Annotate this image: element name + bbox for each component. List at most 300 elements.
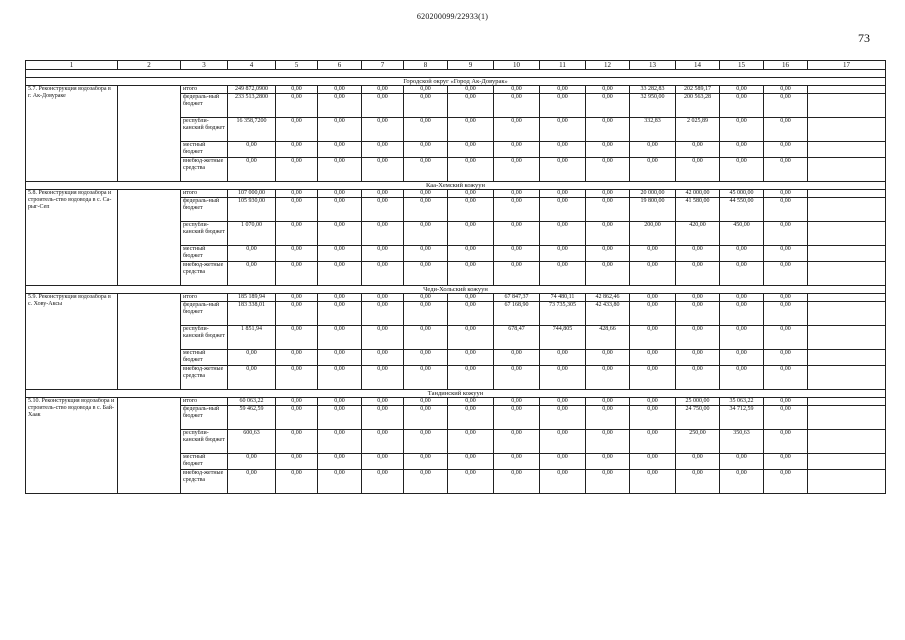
value-cell: 0,00 [448,302,494,326]
value-cell: 41 580,00 [676,198,720,222]
value-cell: 0,00 [494,350,540,366]
value-cell: 0,00 [586,198,630,222]
value-cell: 0,00 [276,302,318,326]
value-cell: 0,00 [676,302,720,326]
value-cell: 33 282,83 [630,86,676,94]
value-cell: 0,00 [228,246,276,262]
value-cell: 183 338,01 [228,302,276,326]
value-cell: 250,00 [676,430,720,454]
value-cell: 0,00 [494,86,540,94]
value-cell: 0,00 [318,470,362,494]
project-name: 5.8. Реконструкция водозабора и строитель-ство водовода в с. Са-рыг-Сеп [26,190,118,286]
empty-cell [808,142,886,158]
value-cell: 0,00 [362,222,404,246]
value-cell: 0,00 [676,158,720,182]
value-cell: 0,00 [448,454,494,470]
value-cell: 0,00 [720,350,764,366]
value-cell: 2 025,89 [676,118,720,142]
column-number: 8 [404,61,448,70]
value-cell: 0,00 [318,94,362,118]
funding-source: итого [181,294,228,302]
value-cell: 200,00 [630,222,676,246]
value-cell: 0,00 [586,454,630,470]
value-cell: 0,00 [586,350,630,366]
value-cell: 0,00 [362,246,404,262]
value-cell: 0,00 [448,118,494,142]
project-name: 5.9. Реконструкция водозабора в с. Хову-Аксы [26,294,118,390]
value-cell: 0,00 [318,158,362,182]
value-cell: 0,00 [764,454,808,470]
value-cell: 0,00 [276,454,318,470]
value-cell: 332,83 [630,118,676,142]
value-cell: 0,00 [362,86,404,94]
value-cell: 0,00 [540,398,586,406]
value-cell: 0,00 [404,94,448,118]
value-cell: 35 063,22 [720,398,764,406]
value-cell: 0,00 [630,366,676,390]
value-cell: 0,00 [276,294,318,302]
value-cell: 0,00 [586,406,630,430]
value-cell: 0,00 [720,158,764,182]
column-number: 17 [808,61,886,70]
funding-source: федераль-ный бюджет [181,302,228,326]
value-cell: 0,00 [404,222,448,246]
funding-source: итого [181,190,228,198]
column-number: 4 [228,61,276,70]
value-cell: 0,00 [276,326,318,350]
column-number: 3 [181,61,228,70]
value-cell: 0,00 [586,190,630,198]
value-cell: 0,00 [318,430,362,454]
funding-source: республи-канский бюджет [181,118,228,142]
value-cell: 0,00 [448,406,494,430]
value-cell: 0,00 [586,430,630,454]
page-number: 73 [858,31,870,45]
value-cell: 32 950,00 [630,94,676,118]
value-cell: 0,00 [586,398,630,406]
value-cell: 0,00 [676,294,720,302]
value-cell: 0,00 [362,406,404,430]
value-cell: 0,00 [404,366,448,390]
value-cell: 0,00 [540,246,586,262]
value-cell: 0,00 [228,470,276,494]
value-cell: 74 480,11 [540,294,586,302]
value-cell: 0,00 [448,142,494,158]
value-cell: 0,00 [276,190,318,198]
value-cell: 0,00 [764,430,808,454]
value-cell: 60 063,22 [228,398,276,406]
value-cell: 25 000,00 [676,398,720,406]
value-cell: 0,00 [276,350,318,366]
value-cell: 0,00 [404,190,448,198]
value-cell: 0,00 [228,350,276,366]
empty-cell [808,262,886,286]
value-cell: 0,00 [448,470,494,494]
value-cell: 0,00 [404,470,448,494]
value-cell: 0,00 [540,366,586,390]
spacer-cell [26,70,886,78]
value-cell: 420,00 [676,222,720,246]
value-cell: 0,00 [494,94,540,118]
table-row [26,294,886,302]
value-cell: 0,00 [318,454,362,470]
column-number: 9 [448,61,494,70]
funding-source: федераль-ный бюджет [181,406,228,430]
value-cell: 67 847,37 [494,294,540,302]
empty-cell [808,398,886,406]
value-cell: 0,00 [676,470,720,494]
value-cell: 0,00 [228,142,276,158]
value-cell: 233 513,2800 [228,94,276,118]
value-cell: 0,00 [540,158,586,182]
region-row [26,390,886,398]
value-cell: 0,00 [362,198,404,222]
value-cell: 0,00 [586,86,630,94]
value-cell: 0,00 [318,406,362,430]
empty-cell [808,326,886,350]
value-cell: 0,00 [276,366,318,390]
value-cell: 0,00 [764,94,808,118]
value-cell: 0,00 [276,246,318,262]
value-cell: 0,00 [764,222,808,246]
empty-cell [118,398,181,494]
column-number: 11 [540,61,586,70]
value-cell: 0,00 [448,262,494,286]
value-cell: 0,00 [720,118,764,142]
value-cell: 0,00 [362,158,404,182]
region-row [26,182,886,190]
value-cell: 0,00 [318,326,362,350]
value-cell: 0,00 [630,262,676,286]
value-cell: 0,00 [630,294,676,302]
value-cell: 0,00 [362,454,404,470]
value-cell: 42 862,46 [586,294,630,302]
empty-cell [808,118,886,142]
value-cell: 0,00 [764,294,808,302]
value-cell: 0,00 [448,326,494,350]
value-cell: 0,00 [448,222,494,246]
spacer-row [26,70,886,78]
value-cell: 0,00 [540,430,586,454]
value-cell: 59 462,59 [228,406,276,430]
value-cell: 0,00 [540,350,586,366]
value-cell: 600,63 [228,430,276,454]
value-cell: 0,00 [586,118,630,142]
value-cell: 0,00 [276,470,318,494]
column-number: 2 [118,61,181,70]
value-cell: 0,00 [494,454,540,470]
value-cell: 0,00 [228,158,276,182]
value-cell: 0,00 [276,430,318,454]
value-cell: 0,00 [494,262,540,286]
empty-cell [808,470,886,494]
value-cell: 0,00 [318,262,362,286]
value-cell: 0,00 [404,198,448,222]
empty-cell [808,246,886,262]
empty-cell [808,406,886,430]
empty-cell [808,86,886,94]
value-cell: 0,00 [540,454,586,470]
document-id: 620200099/22933(1) [416,12,489,21]
value-cell: 0,00 [764,142,808,158]
value-cell: 0,00 [630,406,676,430]
table-row [26,86,886,94]
value-cell: 0,00 [630,158,676,182]
funding-source: республи-канский бюджет [181,222,228,246]
value-cell: 428,66 [586,326,630,350]
value-cell: 450,00 [720,222,764,246]
column-number: 6 [318,61,362,70]
value-cell: 0,00 [630,246,676,262]
value-cell: 0,00 [764,398,808,406]
funding-source: местный бюджет [181,350,228,366]
value-cell: 0,00 [318,222,362,246]
value-cell: 350,63 [720,430,764,454]
value-cell: 0,00 [276,94,318,118]
value-cell: 0,00 [362,470,404,494]
value-cell: 0,00 [764,262,808,286]
value-cell: 0,00 [720,366,764,390]
region-row [26,286,886,294]
value-cell: 0,00 [720,326,764,350]
value-cell: 0,00 [764,470,808,494]
value-cell: 0,00 [362,366,404,390]
funding-source: внебюд-жетные средства [181,158,228,182]
empty-cell [808,350,886,366]
value-cell: 0,00 [404,350,448,366]
value-cell: 0,00 [404,118,448,142]
empty-cell [808,158,886,182]
value-cell: 67 168,90 [494,302,540,326]
value-cell: 0,00 [318,366,362,390]
value-cell: 0,00 [318,350,362,366]
value-cell: 0,00 [586,262,630,286]
funding-source: республи-канский бюджет [181,326,228,350]
column-number: 15 [720,61,764,70]
value-cell: 0,00 [540,190,586,198]
value-cell: 0,00 [540,222,586,246]
value-cell: 42 433,80 [586,302,630,326]
funding-source: федераль-ный бюджет [181,94,228,118]
value-cell: 0,00 [676,142,720,158]
value-cell: 0,00 [494,398,540,406]
column-number: 10 [494,61,540,70]
value-cell: 0,00 [720,302,764,326]
value-cell: 0,00 [318,246,362,262]
value-cell: 249 872,0900 [228,86,276,94]
column-number: 14 [676,61,720,70]
value-cell: 0,00 [764,118,808,142]
value-cell: 19 800,00 [630,198,676,222]
value-cell: 0,00 [448,350,494,366]
value-cell: 0,00 [276,86,318,94]
value-cell: 0,00 [448,86,494,94]
funding-source: внебюд-жетные средства [181,470,228,494]
value-cell: 0,00 [448,158,494,182]
value-cell: 0,00 [404,326,448,350]
value-cell: 202 589,17 [676,86,720,94]
value-cell: 0,00 [630,350,676,366]
value-cell: 200 563,28 [676,94,720,118]
value-cell: 0,00 [404,158,448,182]
value-cell: 0,00 [448,398,494,406]
value-cell: 34 712,59 [720,406,764,430]
value-cell: 16 358,7200 [228,118,276,142]
value-cell: 0,00 [448,94,494,118]
value-cell: 0,00 [720,94,764,118]
value-cell: 0,00 [404,302,448,326]
value-cell: 0,00 [494,158,540,182]
value-cell: 0,00 [276,198,318,222]
funding-source: республи-канский бюджет [181,430,228,454]
value-cell: 0,00 [362,430,404,454]
value-cell: 1 070,00 [228,222,276,246]
value-cell: 0,00 [362,142,404,158]
value-cell: 0,00 [362,398,404,406]
value-cell: 0,00 [540,86,586,94]
region-title: Чеди-Хольский кожуун [26,286,886,294]
value-cell: 0,00 [676,454,720,470]
region-title: Тандинский кожуун [26,390,886,398]
value-cell: 0,00 [720,454,764,470]
value-cell: 0,00 [720,142,764,158]
value-cell: 0,00 [540,94,586,118]
value-cell: 0,00 [764,190,808,198]
value-cell: 0,00 [276,158,318,182]
empty-cell [808,454,886,470]
value-cell: 0,00 [494,118,540,142]
project-name: 5.7. Реконструкция водозабора в г. Ак-Довураке [26,86,118,182]
value-cell: 0,00 [404,406,448,430]
value-cell: 0,00 [318,190,362,198]
value-cell: 0,00 [318,198,362,222]
value-cell: 0,00 [318,398,362,406]
value-cell: 0,00 [494,406,540,430]
value-cell: 0,00 [276,222,318,246]
empty-cell [808,294,886,302]
value-cell: 0,00 [494,142,540,158]
value-cell: 0,00 [448,246,494,262]
value-cell: 0,00 [448,294,494,302]
value-cell: 0,00 [404,294,448,302]
value-cell: 24 750,00 [676,406,720,430]
column-number: 13 [630,61,676,70]
value-cell: 0,00 [404,430,448,454]
value-cell: 0,00 [494,430,540,454]
value-cell: 0,00 [764,406,808,430]
value-cell: 0,00 [586,222,630,246]
value-cell: 0,00 [362,94,404,118]
value-cell: 0,00 [494,190,540,198]
value-cell: 0,00 [630,454,676,470]
value-cell: 0,00 [630,470,676,494]
value-cell: 0,00 [276,142,318,158]
empty-cell [808,366,886,390]
column-number: 12 [586,61,630,70]
value-cell: 0,00 [676,262,720,286]
value-cell: 0,00 [362,326,404,350]
value-cell: 0,00 [720,262,764,286]
value-cell: 0,00 [720,294,764,302]
value-cell: 0,00 [540,198,586,222]
value-cell: 0,00 [764,302,808,326]
empty-cell [808,198,886,222]
value-cell: 0,00 [276,118,318,142]
empty-cell [808,302,886,326]
value-cell: 0,00 [586,366,630,390]
table-row [26,398,886,406]
value-cell: 0,00 [494,470,540,494]
value-cell: 185 189,94 [228,294,276,302]
value-cell: 0,00 [764,198,808,222]
value-cell: 0,00 [630,430,676,454]
value-cell: 0,00 [318,86,362,94]
value-cell: 0,00 [228,454,276,470]
value-cell: 105 930,00 [228,198,276,222]
value-cell: 0,00 [676,326,720,350]
value-cell: 0,00 [720,86,764,94]
value-cell: 0,00 [630,142,676,158]
column-number: 5 [276,61,318,70]
value-cell: 0,00 [630,326,676,350]
funding-source: итого [181,398,228,406]
region-title: Городской округ «Город Ак-Довурак» [26,78,886,86]
value-cell: 744,805 [540,326,586,350]
value-cell: 0,00 [764,326,808,350]
value-cell: 0,00 [586,142,630,158]
empty-cell [808,94,886,118]
value-cell: 0,00 [276,262,318,286]
value-cell: 42 000,00 [676,190,720,198]
value-cell: 0,00 [764,158,808,182]
empty-cell [118,86,181,182]
value-cell: 0,00 [540,470,586,494]
value-cell: 0,00 [764,246,808,262]
value-cell: 45 000,00 [720,190,764,198]
value-cell: 0,00 [676,366,720,390]
value-cell: 0,00 [764,86,808,94]
region-title: Каа-Хемский кожуун [26,182,886,190]
table-row [26,190,886,198]
funding-source: федераль-ный бюджет [181,198,228,222]
value-cell: 0,00 [448,366,494,390]
value-cell: 0,00 [276,406,318,430]
empty-cell [808,222,886,246]
value-cell: 0,00 [540,406,586,430]
value-cell: 0,00 [318,142,362,158]
empty-cell [808,190,886,198]
value-cell: 0,00 [630,302,676,326]
value-cell: 0,00 [228,262,276,286]
value-cell: 0,00 [676,350,720,366]
value-cell: 0,00 [764,366,808,390]
funding-source: местный бюджет [181,246,228,262]
value-cell: 0,00 [676,246,720,262]
value-cell: 0,00 [404,86,448,94]
value-cell: 0,00 [494,198,540,222]
empty-cell [808,430,886,454]
empty-cell [118,294,181,390]
value-cell: 0,00 [362,302,404,326]
value-cell: 0,00 [586,470,630,494]
value-cell: 0,00 [586,158,630,182]
value-cell: 0,00 [404,142,448,158]
funding-source: местный бюджет [181,142,228,158]
value-cell: 0,00 [404,398,448,406]
funding-source: итого [181,86,228,94]
column-number: 1 [26,61,118,70]
value-cell: 0,00 [764,350,808,366]
